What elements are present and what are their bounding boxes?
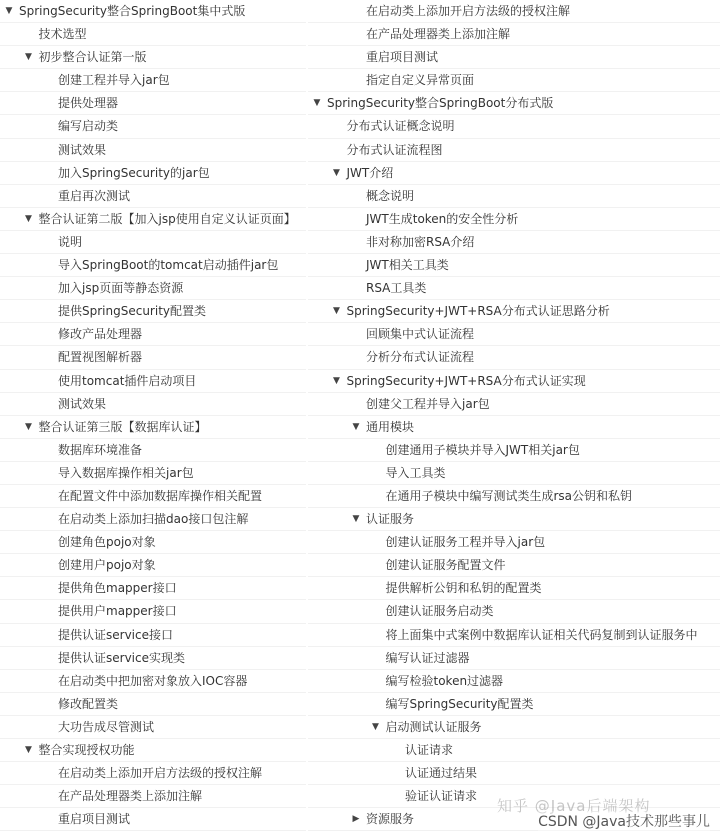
outline-item-label: 创建认证服务启动类 bbox=[385, 604, 494, 619]
outline-item-label: 提供认证service接口 bbox=[58, 627, 173, 642]
outline-item-label: 在启动类中把加密对象放入IOC容器 bbox=[58, 673, 248, 688]
outline-item-label: 在启动类上添加扫描dao接口包注解 bbox=[58, 512, 249, 527]
outline-item-label: 提供处理器 bbox=[58, 96, 119, 111]
outline-item[interactable] bbox=[0, 693, 306, 716]
outline-item-label: 创建角色pojo对象 bbox=[58, 535, 156, 550]
outline-item[interactable] bbox=[0, 554, 306, 577]
outline-item-label: 重启项目测试 bbox=[58, 812, 131, 827]
outline-item-label: 验证认证请求 bbox=[405, 789, 478, 804]
outline-item-label: 重启项目测试 bbox=[366, 50, 439, 65]
outline-item-label: 编写检验token过滤器 bbox=[385, 673, 504, 688]
outline-item[interactable] bbox=[308, 139, 720, 162]
outline-item-label: SpringSecurity+JWT+RSA分布式认证思路分析 bbox=[346, 304, 610, 319]
outline-item[interactable] bbox=[308, 46, 720, 69]
outline-item-label: 提供SpringSecurity配置类 bbox=[58, 304, 207, 319]
outline-item-label: JWT介绍 bbox=[346, 165, 394, 180]
outline-item[interactable] bbox=[0, 393, 306, 416]
outline-item-label: 修改配置类 bbox=[58, 696, 119, 711]
outline-item-label: 技术选型 bbox=[38, 27, 87, 42]
outline-item[interactable] bbox=[0, 762, 306, 785]
outline-item-label: 整合实现授权功能 bbox=[38, 743, 135, 757]
caret-down-icon[interactable]: ▼ bbox=[333, 306, 340, 317]
caret-down-icon[interactable]: ▼ bbox=[25, 421, 32, 432]
outline-item-label: 创建工程并导入jar包 bbox=[58, 73, 170, 88]
outline-item[interactable] bbox=[0, 139, 306, 162]
outline-item[interactable] bbox=[308, 115, 720, 138]
outline-item-label: 使用tomcat插件启动项目 bbox=[58, 373, 197, 388]
outline-item[interactable] bbox=[308, 762, 720, 785]
outline-item[interactable] bbox=[308, 208, 720, 231]
outline-item[interactable] bbox=[0, 231, 306, 254]
outline-item-label: 整合认证第二版【加入jsp使用自定义认证页面】 bbox=[38, 211, 296, 226]
outline-item[interactable] bbox=[308, 439, 720, 462]
outline-item[interactable] bbox=[0, 185, 306, 208]
outline-item[interactable] bbox=[0, 739, 306, 762]
caret-down-icon[interactable]: ▼ bbox=[25, 52, 32, 63]
outline-item[interactable] bbox=[308, 508, 720, 531]
outline-item[interactable] bbox=[0, 0, 306, 23]
outline-item[interactable] bbox=[0, 162, 306, 185]
outline-item-label: 测试效果 bbox=[58, 142, 107, 157]
outline-item-label: 创建父工程并导入jar包 bbox=[366, 396, 490, 411]
outline-item-label: 提供角色mapper接口 bbox=[58, 581, 177, 596]
outline-item-label: 创建通用子模块并导入JWT相关jar包 bbox=[385, 442, 580, 457]
outline-item-label: 测试效果 bbox=[58, 396, 107, 411]
outline-item[interactable] bbox=[308, 647, 720, 670]
outline-item-label: 提供用户mapper接口 bbox=[58, 604, 177, 619]
outline-item-label: 编写SpringSecurity配置类 bbox=[385, 696, 534, 711]
outline-item[interactable] bbox=[308, 462, 720, 485]
outline-item[interactable] bbox=[0, 300, 306, 323]
outline-item[interactable] bbox=[308, 416, 720, 439]
outline-item[interactable] bbox=[308, 716, 720, 739]
outline-item[interactable] bbox=[0, 485, 306, 508]
outline-item-label: 认证服务 bbox=[366, 512, 415, 527]
outline-item-label: 重启再次测试 bbox=[58, 188, 131, 203]
outline-item[interactable] bbox=[308, 739, 720, 762]
outline-item[interactable] bbox=[0, 439, 306, 462]
outline-item[interactable] bbox=[0, 346, 306, 369]
outline-item-label: 配置视图解析器 bbox=[58, 350, 143, 365]
outline-item-label: 资源服务 bbox=[366, 812, 415, 827]
caret-down-icon[interactable]: ▼ bbox=[372, 721, 379, 732]
zhihu-watermark: 知乎 @Java后端架构 bbox=[497, 797, 651, 815]
outline-item-label: SpringSecurity整合SpringBoot集中式版 bbox=[19, 4, 246, 18]
outline-item[interactable] bbox=[0, 46, 306, 69]
outline-item-label: 在产品处理器类上添加注解 bbox=[58, 789, 203, 804]
outline-item-label: 编写启动类 bbox=[58, 119, 119, 134]
outline-item-label: 整合认证第三版【数据库认证】 bbox=[38, 419, 207, 434]
caret-down-icon[interactable]: ▼ bbox=[352, 514, 360, 525]
outline-item[interactable] bbox=[308, 185, 720, 208]
outline-item-label: 在配置文件中添加数据库操作相关配置 bbox=[58, 488, 263, 503]
outline-item[interactable] bbox=[308, 323, 720, 346]
outline-item[interactable] bbox=[308, 624, 720, 647]
outline-item[interactable] bbox=[308, 670, 720, 693]
outline-item-label: 提供解析公钥和私钥的配置类 bbox=[385, 581, 542, 596]
caret-down-icon[interactable]: ▼ bbox=[333, 167, 340, 178]
outline-item-label: 将上面集中式案例中数据库认证相关代码复制到认证服务中 bbox=[385, 627, 698, 642]
outline-left-column bbox=[0, 0, 306, 831]
outline-item-label: 导入数据库操作相关jar包 bbox=[58, 465, 194, 480]
outline-item-label: RSA工具类 bbox=[366, 281, 427, 296]
outline-item-label: 在通用子模块中编写测试类生成rsa公钥和私钥 bbox=[385, 488, 633, 503]
caret-right-icon[interactable]: ▶ bbox=[352, 814, 360, 825]
outline-item[interactable] bbox=[0, 462, 306, 485]
outline-item-label: 导入工具类 bbox=[385, 465, 446, 480]
outline-item[interactable] bbox=[0, 23, 306, 46]
outline-item[interactable] bbox=[308, 577, 720, 600]
outline-item[interactable] bbox=[308, 69, 720, 92]
outline-item[interactable] bbox=[0, 323, 306, 346]
outline-item[interactable] bbox=[308, 231, 720, 254]
outline-item-label: 分布式认证概念说明 bbox=[346, 119, 455, 134]
outline-item[interactable] bbox=[308, 0, 720, 23]
outline-item-label: 非对称加密RSA介绍 bbox=[366, 234, 475, 249]
caret-down-icon[interactable]: ▼ bbox=[333, 375, 340, 386]
outline-item-label: 概念说明 bbox=[366, 188, 415, 203]
outline-item[interactable] bbox=[0, 808, 306, 831]
caret-down-icon[interactable]: ▼ bbox=[352, 421, 360, 432]
outline-item[interactable] bbox=[308, 554, 720, 577]
outline-item[interactable] bbox=[308, 277, 720, 300]
outline-item[interactable] bbox=[308, 162, 720, 185]
outline-item[interactable] bbox=[0, 577, 306, 600]
outline-item-label: 修改产品处理器 bbox=[58, 327, 143, 342]
outline-item-label: 创建用户pojo对象 bbox=[58, 558, 156, 573]
outline-item-label: 编写认证过滤器 bbox=[385, 650, 470, 665]
outline-item-label: 分析分布式认证流程 bbox=[366, 350, 475, 365]
outline-item-label: 说明 bbox=[58, 234, 83, 249]
outline-item[interactable] bbox=[308, 23, 720, 46]
outline-item-label: 分布式认证流程图 bbox=[346, 142, 443, 157]
caret-down-icon[interactable]: ▼ bbox=[25, 213, 32, 224]
outline-item[interactable] bbox=[0, 600, 306, 623]
outline-item[interactable] bbox=[0, 370, 306, 393]
caret-down-icon[interactable]: ▼ bbox=[25, 745, 32, 755]
outline-item-label: 数据库环境准备 bbox=[58, 442, 143, 457]
outline-item-label: SpringSecurity整合SpringBoot分布式版 bbox=[327, 96, 554, 111]
outline-item[interactable] bbox=[308, 92, 720, 115]
outline-item-label: 回顾集中式认证流程 bbox=[366, 327, 475, 342]
outline-item-label: 创建认证服务配置文件 bbox=[385, 558, 506, 573]
outline-item-label: JWT相关工具类 bbox=[366, 258, 449, 273]
outline-item[interactable] bbox=[0, 624, 306, 647]
outline-right-column bbox=[308, 0, 720, 831]
outline-item[interactable] bbox=[0, 716, 306, 739]
caret-down-icon[interactable]: ▼ bbox=[5, 6, 13, 16]
outline-item[interactable] bbox=[0, 647, 306, 670]
outline-item-label: 通用模块 bbox=[366, 419, 415, 434]
outline-item[interactable] bbox=[308, 393, 720, 416]
outline-item[interactable] bbox=[308, 254, 720, 277]
outline-item[interactable] bbox=[0, 785, 306, 808]
outline-item-label: SpringSecurity+JWT+RSA分布式认证实现 bbox=[346, 373, 586, 388]
outline-item[interactable] bbox=[0, 531, 306, 554]
csdn-watermark: CSDN @Java技术那些事儿 bbox=[538, 811, 710, 831]
outline-item[interactable] bbox=[308, 300, 720, 323]
outline-item-label: 提供认证service实现类 bbox=[58, 650, 185, 665]
outline-item[interactable] bbox=[308, 600, 720, 623]
outline-item[interactable] bbox=[0, 92, 306, 115]
outline-item-label: 在产品处理器类上添加注解 bbox=[366, 27, 511, 42]
outline-item[interactable] bbox=[308, 370, 720, 393]
outline-item[interactable] bbox=[308, 485, 720, 508]
outline-item[interactable] bbox=[308, 531, 720, 554]
outline-item-label: 初步整合认证第一版 bbox=[38, 50, 147, 65]
outline-item-label: 导入SpringBoot的tomcat启动插件jar包 bbox=[58, 258, 279, 273]
outline-item-label: 在启动类上添加开启方法级的授权注解 bbox=[58, 766, 263, 781]
outline-item[interactable] bbox=[308, 693, 720, 716]
outline-item-label: 加入jsp页面等静态资源 bbox=[58, 281, 184, 296]
outline-item-label: 创建认证服务工程并导入jar包 bbox=[385, 535, 546, 550]
outline-item-label: 认证通过结果 bbox=[405, 766, 478, 781]
outline-item[interactable] bbox=[0, 254, 306, 277]
outline-item[interactable] bbox=[0, 69, 306, 92]
outline-item[interactable] bbox=[0, 277, 306, 300]
outline-item[interactable] bbox=[0, 508, 306, 531]
outline-item-label: 认证请求 bbox=[405, 743, 454, 757]
outline-item[interactable] bbox=[0, 208, 306, 231]
outline-item[interactable] bbox=[308, 346, 720, 369]
caret-down-icon[interactable]: ▼ bbox=[313, 98, 321, 109]
outline-item[interactable] bbox=[0, 416, 306, 439]
outline-item-label: 指定自定义异常页面 bbox=[366, 73, 475, 88]
outline-item-label: 大功告成尽管测试 bbox=[58, 719, 155, 734]
outline-item-label: JWT生成token的安全性分析 bbox=[366, 211, 519, 226]
outline-item-label: 在启动类上添加开启方法级的授权注解 bbox=[366, 4, 571, 18]
outline-item[interactable] bbox=[0, 115, 306, 138]
outline-item-label: 加入SpringSecurity的jar包 bbox=[58, 165, 210, 180]
outline-item[interactable] bbox=[0, 670, 306, 693]
outline-item-label: 启动测试认证服务 bbox=[385, 719, 482, 734]
